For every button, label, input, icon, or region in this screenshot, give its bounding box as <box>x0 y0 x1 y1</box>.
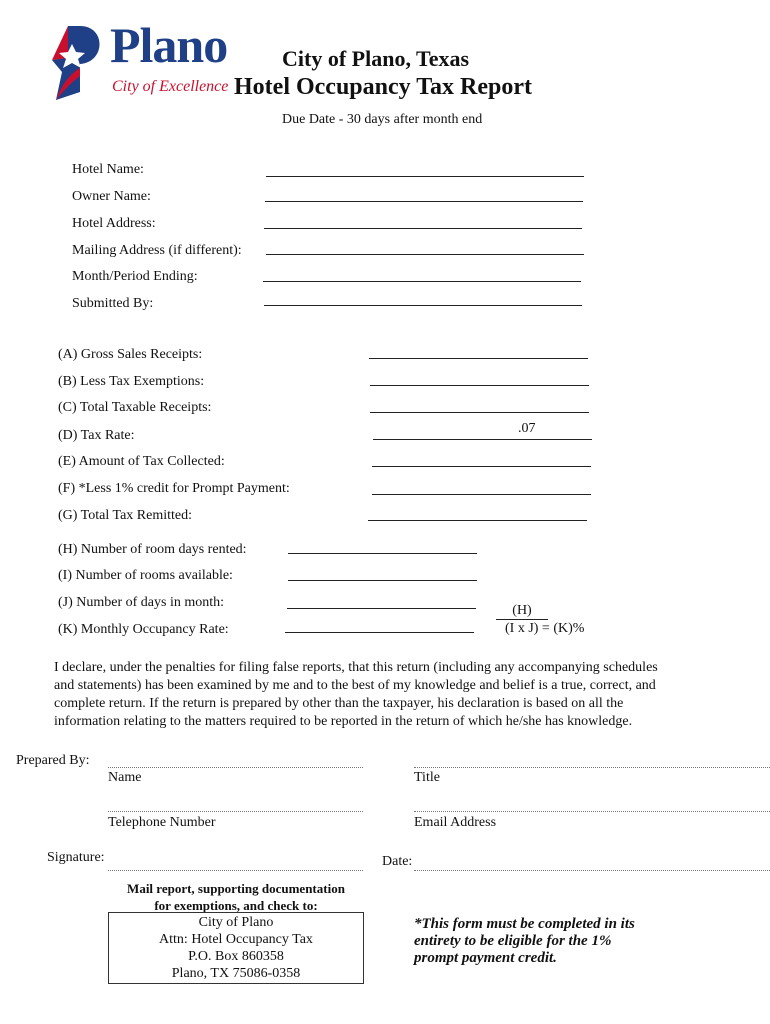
date-field[interactable] <box>414 870 770 871</box>
mailing-address-label: Mailing Address (if different): <box>72 243 242 258</box>
tax-exemptions-label: (B) Less Tax Exemptions: <box>58 374 205 389</box>
days-in-month-label: (J) Number of days in month: <box>58 595 225 610</box>
prepared-by-label: Prepared By: <box>16 753 90 768</box>
tax-rate-field[interactable] <box>373 439 592 440</box>
mail-address-line-4: Plano, TX 75086-0358 <box>171 966 301 981</box>
tax-collected-field[interactable] <box>372 466 591 467</box>
tax-remitted-field[interactable] <box>368 520 587 521</box>
telephone-field[interactable] <box>108 811 363 812</box>
rooms-available-label: (I) Number of rooms available: <box>58 568 233 583</box>
due-date: Due Date - 30 days after month end <box>282 112 483 127</box>
prompt-credit-label: (F) *Less 1% credit for Prompt Payment: <box>58 481 290 496</box>
tax-remitted-label: (G) Total Tax Remitted: <box>58 508 192 523</box>
room-days-label: (H) Number of room days rented: <box>58 542 247 557</box>
prompt-credit-note-1: *This form must be completed in its <box>414 916 635 932</box>
prompt-credit-note-3: prompt payment credit. <box>414 950 557 966</box>
plano-logo <box>48 17 238 106</box>
email-field[interactable] <box>414 811 770 812</box>
telephone-label: Telephone Number <box>108 815 216 830</box>
tax-rate-label: (D) Tax Rate: <box>58 428 135 443</box>
date-label: Date: <box>382 854 413 869</box>
prompt-credit-field[interactable] <box>372 494 591 495</box>
declaration-line-2: and statements) has been examined by me and to the best of my knowledge and belief is a true, correct, and <box>54 678 656 693</box>
room-days-field[interactable] <box>288 553 477 554</box>
hotel-name-label: Hotel Name: <box>72 162 144 177</box>
formula-numerator: (H) <box>496 603 548 620</box>
declaration-line-3: complete return. If the return is prepared by other than the taxpayer, his declaration is based on all the <box>54 696 624 711</box>
mail-address-line-1: City of Plano <box>198 915 274 930</box>
taxable-receipts-label: (C) Total Taxable Receipts: <box>58 400 212 415</box>
owner-name-label: Owner Name: <box>72 189 151 204</box>
hotel-address-field[interactable] <box>264 228 582 229</box>
hotel-address-label: Hotel Address: <box>72 216 156 231</box>
name-label: Name <box>108 770 142 785</box>
tax-rate-value: .07 <box>518 421 536 436</box>
occupancy-rate-label: (K) Monthly Occupancy Rate: <box>58 622 229 637</box>
declaration-line-1: I declare, under the penalties for filing false reports, that this return (including any accompanying schedules <box>54 660 658 675</box>
tax-collected-label: (E) Amount of Tax Collected: <box>58 454 225 469</box>
mail-heading-2: for exemptions, and check to: <box>154 898 318 913</box>
name-field[interactable] <box>108 767 363 768</box>
signature-label: Signature: <box>47 850 105 865</box>
title-label: Title <box>414 770 440 785</box>
occupancy-rate-field[interactable] <box>285 632 474 633</box>
days-in-month-field[interactable] <box>287 608 476 609</box>
email-label: Email Address <box>414 815 497 830</box>
tax-exemptions-field[interactable] <box>370 385 589 386</box>
mail-address-line-2: Attn: Hotel Occupancy Tax <box>159 932 313 947</box>
declaration-line-4: information relating to the matters required to be reported in the return of which he/she has knowledge. <box>54 714 633 729</box>
signature-field[interactable] <box>108 870 363 871</box>
mailing-address-field[interactable] <box>266 254 584 255</box>
mail-address-line-3: P.O. Box 860358 <box>188 949 284 964</box>
period-ending-field[interactable] <box>263 281 581 282</box>
mail-heading-1: Mail report, supporting documentation <box>127 881 345 896</box>
submitted-by-field[interactable] <box>264 305 582 306</box>
rooms-available-field[interactable] <box>288 580 477 581</box>
owner-name-field[interactable] <box>265 201 583 202</box>
taxable-receipts-field[interactable] <box>370 412 589 413</box>
plano-wordmark: Plano <box>110 17 228 73</box>
page-title: City of Plano, Texas <box>282 46 470 71</box>
gross-sales-label: (A) Gross Sales Receipts: <box>58 347 203 362</box>
period-ending-label: Month/Period Ending: <box>72 269 198 284</box>
plano-star-logo-icon <box>48 22 108 102</box>
hotel-name-field[interactable] <box>266 176 584 177</box>
page-subtitle: Hotel Occupancy Tax Report <box>234 74 532 100</box>
title-field[interactable] <box>414 767 770 768</box>
logo-tagline: City of Excellence <box>112 78 229 95</box>
gross-sales-field[interactable] <box>369 358 588 359</box>
formula-denominator: (I x J) = (K)% <box>505 621 585 636</box>
prompt-credit-note-2: entirety to be eligible for the 1% <box>414 933 612 949</box>
submitted-by-label: Submitted By: <box>72 296 154 311</box>
